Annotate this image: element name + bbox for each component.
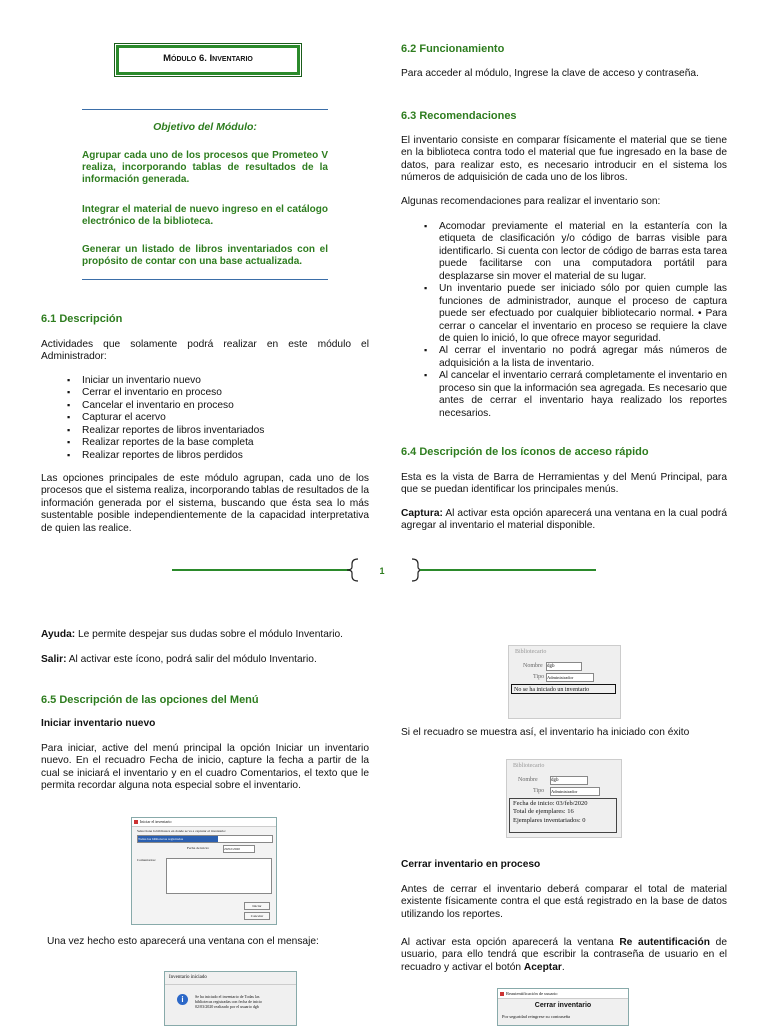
list-item: ▪ Capturar el acervo [82,412,382,424]
section-6-2-heading: 6.2 Funcionamiento [401,43,505,55]
window-title: Reautentificación de usuario [506,990,558,996]
iniciar-inventario-window [131,817,277,925]
inventario-iniciado-window [164,971,297,1026]
ayuda-text: Le permite despejar sus dudas sobre el módulo Inventario. [75,629,344,640]
cerrar-heading: Cerrar inventario en proceso [401,859,541,870]
salir-label: Salir: [41,654,67,665]
ayuda-label: Ayuda: [41,629,76,640]
reauth-heading: Cerrar inventario [534,1002,592,1009]
list-item: ▪ Acomodar previamente el material en la estantería con la etiqueta de clasificación y/o código de barras visible para identificarlo. Si cuenta con lector de código de barras esta tarea puede facilitarse con una computadora portátil para desplazarse sin mover el material de su lugar. [439,221,727,283]
window-title: Inventario iniciado [165,972,296,985]
list-item: ▪ Al cancelar el inventario cerrará completamente el inventario en proceso sin que la información sea agregada. Es necesario que antes de cerrar el inventario haya realizado los reportes necesarios. [439,370,727,420]
cerrar-p2-text: de usuario, para ello tendrá que escribir la contraseña de usuario en el recuadro y activar el botón [401,937,727,973]
app-icon [500,992,504,996]
section-6-1-list [62,375,382,462]
section-6-4-p1: Esta es la vista de Barra de Herramientas y del Menú Principal, para que se puedan identificar los principales menús. [401,472,727,496]
section-6-4-captura [401,508,727,533]
library-select-value: Todas las bibliotecas registradas [138,836,218,842]
cerrar-p2-text: . [561,961,565,973]
nombre-label: Nombre [523,663,543,669]
aceptar-label: Aceptar [523,961,562,973]
salir-paragraph [41,654,369,666]
fecha-input[interactable]: 29/02/2020 [223,845,255,853]
window-title: Iniciar el inventario [140,818,172,824]
cerrar-p2-text: Al activar esta opción aparecerá la ventana [401,937,620,948]
info-icon: i [177,994,188,1005]
section-6-1-outro: Las opciones principales de este módulo agrupan, cada uno de los procesos que el sistema realiza, incorporando tablas de resultados de la información generada por el sistema, buscando que ésta sea lo más sustentable posible independientemente de la capacidad interpretativa de quien las realice. [41,473,369,534]
tipo-field: Administrador [550,787,600,796]
status-box: No se ha iniciado un inventario [511,684,616,694]
tipo-field: Administrador [546,673,594,682]
divider-bottom [82,279,328,280]
comentarios-label: Comentarios: [137,858,156,862]
app-icon [134,820,138,824]
captura-label: Captura: [401,508,443,519]
list-item: ▪ Un inventario puede ser iniciado sólo por quien cumple las funciones de administrador, aunque el proceso de captura puede ser efectuado por cualquier bibliotecario normal. • Para cerrar o cancelar el inventario en proceso se requiere la clave de quien lo inició, lo que ofrece mayor seguridad. [439,283,727,345]
list-item: ▪ Realizar reportes de la base completa [82,437,382,449]
cancelar-button[interactable]: Cancelar [244,912,270,920]
objective-item-2: Integrar el material de nuevo ingreso en el catálogo electrónico de la biblioteca. [82,204,328,228]
list-item: ▪ Realizar reportes de libros perdidos [82,450,382,462]
comentarios-textarea[interactable] [166,858,272,894]
fieldset-legend: Bibliotecario [513,763,545,769]
iniciar-button[interactable]: Iniciar [244,902,270,910]
section-6-2-text: Para acceder al módulo, Ingrese la clave de acceso y contraseña. [401,68,699,79]
footer-line-left [172,569,350,571]
bibliotecario-panel-1 [508,645,621,719]
divider-top [82,109,328,110]
bibliotecario-panel-2 [506,759,622,838]
module-title: Módulo 6. Inventario [163,53,253,64]
fecha-inicio: Fecha de inicio: 03/feb/2020 [513,800,588,807]
section-6-3-p2: Algunas recomendaciones para realizar el inventario son: [401,196,661,207]
ayuda-paragraph [41,629,369,641]
cerrar-p1: Antes de cerrar el inventario deberá comparar el total de material existente físicamente contra el que está registrado en la base de datos utilizando los reportes. [401,884,727,920]
window-titlebar [498,989,628,999]
section-6-4-heading: 6.4 Descripción de los íconos de acceso rápido [401,446,649,458]
section-6-1-intro: Actividades que solamente podrá realizar en este módulo el Administrador: [41,339,369,363]
section-6-3-p1: El inventario consiste en comparar físicamente el material que se tiene en la biblioteca contra todo el material que fue ingresado en la base de datos, para realizar esto, es necesario introducir en el sistema los números de adquisición de cada uno de los libros. [401,135,727,184]
section-6-1-heading: 6.1 Descripción [41,313,123,325]
tipo-label: Tipo [533,788,545,794]
fecha-label: Fecha de inicio: [187,846,210,850]
module-title-box [116,45,300,75]
library-select[interactable] [137,835,273,843]
list-item: ▪ Cancelar el inventario en proceso [82,400,382,412]
section-6-3-list [419,221,727,420]
exito-text: Si el recuadro se muestra así, el inventario ha iniciado con éxito [401,727,690,738]
ejemplares-inventariados: Ejemplares inventariados: 0 [513,816,586,824]
objective-item-3: Generar un listado de libros inventariados con el propósito de contar con una base actualizada. [82,244,328,268]
inventory-info-box [509,798,617,833]
fieldset-legend: Bibliotecario [515,649,547,655]
left-brace-icon [346,558,360,582]
section-6-3-heading: 6.3 Recomendaciones [401,110,517,122]
objective-item-1: Agrupar cada uno de los procesos que Prometeo V realiza, incorporando tablas de resultados de la información generada. [82,150,328,186]
nombre-field: dgb [550,776,588,785]
tipo-label: Tipo [533,674,545,680]
section-6-5-heading: 6.5 Descripción de las opciones del Menú [41,694,259,706]
reauth-label: Re autentificación [619,937,710,948]
window-titlebar [132,818,276,827]
info-message: Se ha iniciado el inventario de Todas las bibliotecas registradas con fecha de inicio 02/03/2020 realizado por el usuario dgb [195,994,262,1009]
iniciar-heading: Iniciar inventario nuevo [41,718,156,729]
footer-line-right [420,569,596,571]
reauth-window [497,988,629,1026]
list-item: ▪ Al cerrar el inventario no podrá agregar más números de adquisición a la lista de inventario. [439,345,727,370]
select-label: Seleccione la biblioteca en donde se va a capturar el inventario: [137,829,227,833]
nombre-label: Nombre [518,777,538,783]
salir-text: Al activar este ícono, podrá salir del módulo Inventario. [66,654,317,665]
captura-text: Al activar esta opción aparecerá una ventana en la cual podrá agregar al inventario el material disponible. [401,508,727,532]
total-ejemplares: Total de ejemplares: 16 [513,808,574,816]
reauth-prompt: Por seguridad reingrese su contraseña [502,1013,570,1019]
objective-heading: Objetivo del Módulo: [153,121,257,133]
list-item: ▪ Cerrar el inventario en proceso [82,387,382,399]
list-item: ▪ Iniciar un inventario nuevo [82,375,382,387]
nombre-field: dgb [546,662,582,671]
list-item: ▪ Realizar reportes de libros inventariados [82,425,382,437]
cerrar-p2 [401,937,727,974]
page-number: 1 [379,566,385,576]
una-vez-text: Una vez hecho esto aparecerá una ventana con el mensaje: [47,936,319,947]
iniciar-text: Para iniciar, active del menú principal la opción Iniciar un inventario nuevo. En el recuadro Fecha de inicio, capture la fecha a partir de la cual se iniciará el inventario y en el cuadro Comentarios, el texto que le permita recordar alguna nota especial sobre el inventario. [41,743,369,792]
